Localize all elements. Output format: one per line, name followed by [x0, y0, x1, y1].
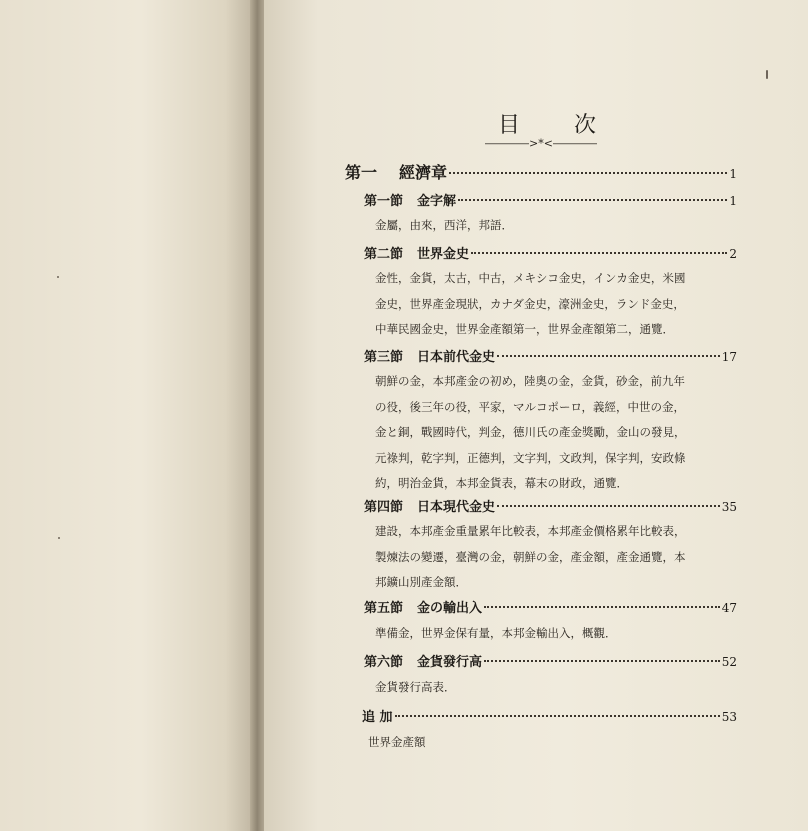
subtopic-line: 中華民國金史，世界金產額第一，世界金產額第二，通覽．: [375, 322, 674, 337]
leader-dots: [395, 715, 720, 717]
appendix-label: 追 加: [362, 710, 393, 725]
toc-section-entry: [364, 496, 737, 515]
section-subtopics: [375, 621, 617, 647]
chapter-title: 經濟章: [399, 163, 448, 182]
section-subtopics: [375, 675, 456, 701]
section-label: 第三節: [364, 350, 404, 365]
page-number: 2: [729, 247, 737, 261]
subtopic-line: 朝鮮の金，本邦產金の初め，陸奧の金，金貨，砂金，前九年: [375, 374, 686, 388]
toc-section-entry: [364, 346, 737, 365]
subtopic-line: 元祿判，乾字判，正德判，文字判，文政判，保字判，安政條: [375, 450, 686, 465]
subtopic-line: 製煉法の變遷，臺灣の金，朝鮮の金，產金額，產金通覽，本: [375, 549, 686, 564]
subtopic-line: 金と銅，戰國時代，判金，德川氏の產金獎勵，金山の發見，: [375, 425, 686, 440]
page-speck: [57, 276, 59, 278]
toc-section-entry: [364, 243, 737, 262]
page-number: 1: [729, 167, 737, 181]
toc-section-entry: [364, 190, 737, 209]
page-number: 47: [721, 601, 737, 615]
section-label: 第二節: [364, 247, 404, 262]
toc-section-entry: [364, 597, 737, 616]
page-speck: [766, 70, 768, 79]
section-title: 日本前代金史: [417, 350, 496, 365]
page-number: 53: [721, 710, 737, 724]
section-label: 第四節: [364, 500, 404, 515]
section-title: 金貨發行高: [417, 655, 483, 670]
toc-title-char-1: 目: [498, 112, 523, 138]
toc-appendix-entry: [362, 706, 737, 725]
left-page: [0, 0, 256, 831]
leader-dots: [449, 172, 727, 174]
leader-dots: [458, 199, 727, 201]
page-number: 17: [721, 350, 737, 364]
section-label: 第五節: [364, 601, 404, 616]
section-title: 日本現代金史: [417, 500, 496, 515]
section-title: 金の輸出入: [417, 601, 483, 616]
chapter-label: 第一: [345, 163, 378, 182]
subtopic-line: 世界金產額: [368, 735, 426, 749]
section-subtopics: [375, 213, 513, 239]
subtopic-line: 準備金，世界金保有量，本邦金輸出入，概觀．: [375, 626, 617, 640]
leader-dots: [497, 505, 720, 507]
subtopic-line: 約，明治金貨，本邦金貨表，幕末の財政，通覽．: [375, 476, 628, 491]
subtopic-line: の役，後三年の役，平家，マルコポーロ，義經，中世の金，: [375, 399, 686, 414]
subtopic-line: 邦鑛山別產金額．: [375, 575, 467, 590]
leader-dots: [497, 355, 720, 357]
subtopic-line: 金貨發行高表．: [375, 680, 456, 694]
section-subtopics: [375, 266, 685, 343]
leader-dots: [471, 252, 727, 254]
toc-title: [498, 108, 598, 138]
toc-chapter-entry: [345, 160, 737, 183]
section-title: 世界金史: [417, 247, 470, 262]
section-title: 金字解: [417, 194, 457, 209]
subtopic-line: 金史，世界產金現狀，カナダ金史，濠洲金史，ランド金史，: [375, 296, 685, 311]
page-number: 35: [721, 500, 737, 514]
section-subtopics: [375, 369, 686, 497]
section-label: 第六節: [364, 655, 404, 670]
page-number: 52: [721, 655, 737, 669]
section-subtopics: [375, 519, 686, 596]
subtopic-line: 金屬，由來，西洋，邦語．: [375, 218, 513, 232]
toc-title-char-2: 次: [573, 112, 598, 138]
appendix-subtopics: [368, 730, 426, 756]
subtopic-line: 建設，本邦產金重量累年比較表，本邦產金價格累年比較表，: [375, 524, 686, 538]
leader-dots: [484, 606, 720, 608]
title-ornament: ――――>*<――――: [485, 137, 597, 150]
subtopic-line: 金性，金貨，太古，中古，メキシコ金史，インカ金史，米國: [375, 271, 686, 285]
toc-section-entry: [364, 651, 737, 670]
leader-dots: [484, 660, 720, 662]
page-number: 1: [729, 194, 737, 208]
page-speck: [58, 537, 60, 539]
section-label: 第一節: [364, 194, 404, 209]
